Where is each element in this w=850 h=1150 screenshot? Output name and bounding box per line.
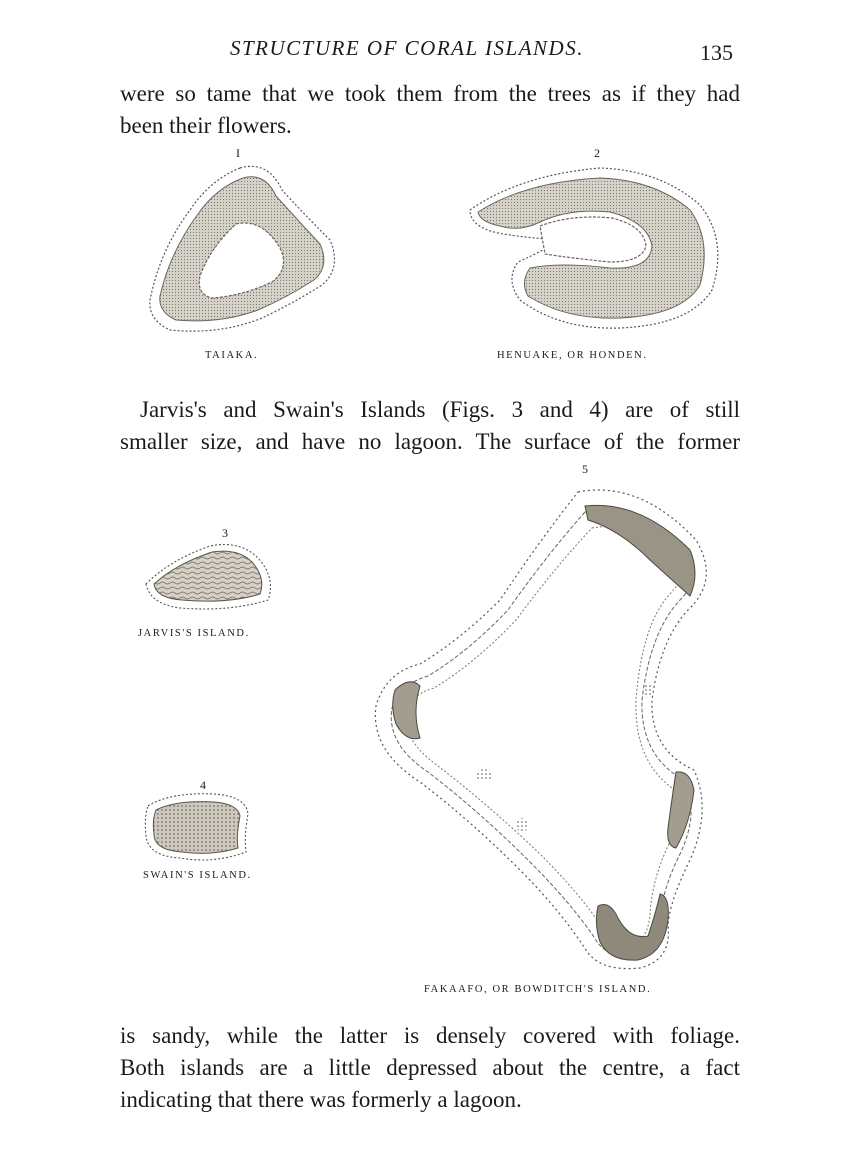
- figure-caption-2: HENUAKE, OR HONDEN.: [497, 350, 648, 361]
- text-line: Jarvis's and Swain's Islands (Figs. 3 and 4) are of still: [140, 397, 740, 422]
- page-number: 135: [700, 40, 733, 65]
- text-line: indicating that there was formerly a lagoon.: [120, 1087, 522, 1112]
- figure-4-swain-island: [145, 794, 248, 860]
- figure-number-5: 5: [582, 462, 588, 476]
- text-line: been their flowers.: [120, 113, 292, 138]
- paragraph-3: [120, 1020, 740, 1116]
- figure-5-fakaafo-atoll: [375, 490, 706, 969]
- running-header: STRUCTURE OF CORAL ISLANDS.: [230, 36, 584, 60]
- figure-caption-5: FAKAAFO, OR BOWDITCH'S ISLAND.: [424, 984, 652, 995]
- figure-number-4: 4: [200, 778, 206, 792]
- figure-caption-4: SWAIN'S ISLAND.: [143, 870, 252, 881]
- figure-number-2: 2: [594, 146, 600, 160]
- figure-caption-3: JARVIS'S ISLAND.: [138, 628, 250, 639]
- figure-number-1: I: [236, 146, 240, 160]
- figure-caption-1: TAIAKA.: [205, 350, 259, 361]
- figure-1-taiaka-atoll: [150, 166, 335, 331]
- text-line: Both islands are a little depressed about the centre, a fact: [120, 1055, 740, 1080]
- text-line: were so tame that we took them from the trees as if they had: [120, 81, 740, 106]
- text-line: smaller size, and have no lagoon. The surface of the former: [120, 429, 740, 454]
- figure-2-henuake-atoll: [470, 168, 718, 328]
- figure-3-jarvis-island: [146, 545, 270, 610]
- paragraph-2: [120, 394, 740, 458]
- text-line: is sandy, while the latter is densely covered with foliage.: [120, 1023, 740, 1048]
- figure-number-3: 3: [222, 526, 228, 540]
